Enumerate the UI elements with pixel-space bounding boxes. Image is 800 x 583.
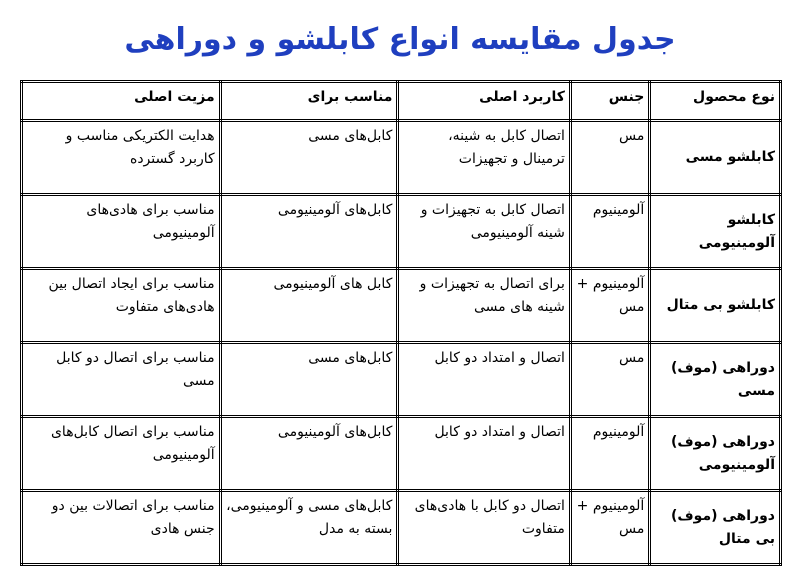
cell-suitable: کابل‌های مسی <box>220 343 398 417</box>
table-row <box>22 343 781 417</box>
cell-advantage: مناسب برای اتصالات بین دو جنس هادی <box>22 491 221 565</box>
cell-product: دوراهی (موف) بی متال <box>650 491 781 565</box>
cell-suitable: کابل‌های آلومینیومی <box>220 195 398 269</box>
cell-suitable: کابل های آلومینیومی <box>220 269 398 343</box>
cell-material: آلومینیوم <box>570 417 649 491</box>
cell-suitable: کابل‌های مسی و آلومینیومی، بسته به مدل <box>220 491 398 565</box>
cell-material: مس <box>570 121 649 195</box>
cell-material: مس <box>570 343 649 417</box>
header-usage: کاربرد اصلی <box>398 82 571 121</box>
cell-product: کابلشو مسی <box>650 121 781 195</box>
cell-material: آلومینیوم + مس <box>570 491 649 565</box>
cell-advantage: هدایت الکتریکی مناسب و کاربرد گسترده <box>22 121 221 195</box>
table-row <box>22 121 781 195</box>
cell-usage: اتصال دو کابل با هادی‌های متفاوت <box>398 491 571 565</box>
cell-usage: اتصال کابل به تجهیزات و شینه آلومینیومی <box>398 195 571 269</box>
table-row <box>22 491 781 565</box>
table-row <box>22 269 781 343</box>
header-suitable: مناسب برای <box>220 82 398 121</box>
cell-material: آلومینیوم + مس <box>570 269 649 343</box>
cell-usage: اتصال و امتداد دو کابل <box>398 417 571 491</box>
comparison-table <box>20 80 782 566</box>
cell-advantage: مناسب برای اتصال کابل‌های آلومینیومی <box>22 417 221 491</box>
cell-product: دوراهی (موف) مسی <box>650 343 781 417</box>
cell-usage: برای اتصال به تجهیزات و شینه های مسی <box>398 269 571 343</box>
header-advantage: مزیت اصلی <box>22 82 221 121</box>
table-row <box>22 195 781 269</box>
header-material: جنس <box>570 82 649 121</box>
cell-material: آلومینیوم <box>570 195 649 269</box>
cell-advantage: مناسب برای ایجاد اتصال بین هادی‌های متفاوت <box>22 269 221 343</box>
cell-suitable: کابل‌های مسی <box>220 121 398 195</box>
cell-suitable: کابل‌های آلومینیومی <box>220 417 398 491</box>
cell-advantage: مناسب برای هادی‌های آلومینیومی <box>22 195 221 269</box>
cell-advantage: مناسب برای اتصال دو کابل مسی <box>22 343 221 417</box>
cell-product: کابلشو آلومینیومی <box>650 195 781 269</box>
header-product: نوع محصول <box>650 82 781 121</box>
cell-product: کابلشو بی متال <box>650 269 781 343</box>
cell-usage: اتصال کابل به شینه، ترمینال و تجهیزات <box>398 121 571 195</box>
page-title: جدول مقایسه انواع کابلشو و دوراهی <box>124 22 676 57</box>
table-row <box>22 417 781 491</box>
cell-product: دوراهی (موف) آلومینیومی <box>650 417 781 491</box>
table-header-row <box>22 82 781 121</box>
cell-usage: اتصال و امتداد دو کابل <box>398 343 571 417</box>
